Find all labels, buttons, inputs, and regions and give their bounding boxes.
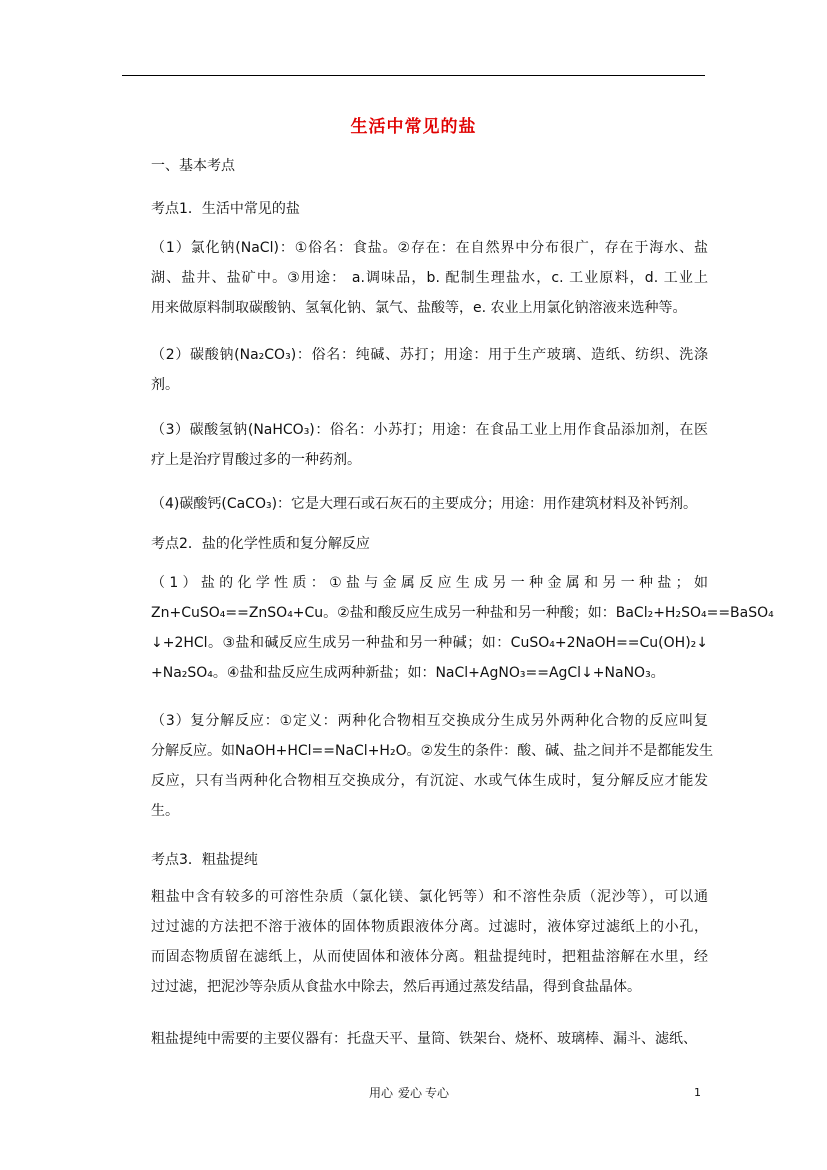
kp1-heading: 考点1．生活中常见的盐 bbox=[151, 201, 300, 217]
text-line: 过过滤，把泥沙等杂质从食盐水中除去，然后再通过蒸发结晶，得到食盐晶体。 bbox=[151, 979, 641, 995]
text-line: 而固态物质留在滤纸上，从而使固体和液体分离。粗盐提纯时，把粗盐溶解在水里，经 bbox=[151, 949, 708, 965]
kp2-heading: 考点2．盐的化学性质和复分解反应 bbox=[151, 536, 370, 552]
text-line: 湖、盐井、盐矿中。③用途： a.调味品，b. 配制生理盐水，c. 工业原料，d. 工业上 bbox=[151, 270, 708, 286]
paragraph-double-decomposition bbox=[151, 706, 714, 826]
footer-left: 用心 bbox=[369, 1086, 394, 1100]
text-line: （1）氯化钠(NaCl)：①俗名：食盐。②存在：在自然界中分布很广，存在于海水、盐 bbox=[151, 240, 708, 256]
footer-right: 专心 bbox=[425, 1086, 450, 1100]
text-line: 粗盐提纯中需要的主要仪器有：托盘天平、量筒、铁架台、烧杯、玻璃棒、漏斗、滤纸、 bbox=[151, 1031, 697, 1047]
document-title: 生活中常见的盐 bbox=[350, 117, 477, 137]
text-line: （3）碳酸氢钠(NaHCO₃)：俗名：小苏打；用途：在食品工业上用作食品添加剂，在医 bbox=[151, 422, 708, 438]
paragraph-salt-properties bbox=[151, 568, 774, 688]
text-line: 反应，只有当两种化合物相互交换成分，有沉淀、水或气体生成时，复分解反应才能发 bbox=[151, 773, 708, 789]
kp3-heading: 考点3．粗盐提纯 bbox=[151, 852, 258, 868]
section-heading: 一、基本考点 bbox=[151, 158, 235, 174]
footer-middle: 爱心 bbox=[398, 1086, 423, 1100]
text-line: 剂。 bbox=[151, 377, 179, 393]
page-number: 1 bbox=[694, 1086, 701, 1099]
text-line: （3）复分解反应：①定义：两种化合物相互交换成分生成另外两种化合物的反应叫复 bbox=[151, 713, 708, 729]
paragraph-instruments bbox=[151, 1024, 708, 1054]
text-line: 生。 bbox=[151, 803, 179, 819]
paragraph-na2co3 bbox=[151, 340, 708, 400]
text-line: 分解反应。如NaOH+HCl==NaCl+H₂O。②发生的条件：酸、碱、盐之间并不是都能发生 bbox=[151, 743, 714, 759]
text-line: +Na₂SO₄。④盐和盐反应生成两种新盐；如：NaCl+AgNO₃==AgCl↓+NaNO₃。 bbox=[151, 665, 665, 681]
text-line: 过过滤的方法把不溶于液体的固体物质跟液体分离。过滤时，液体穿过滤纸上的小孔， bbox=[151, 919, 708, 935]
paragraph-nacl bbox=[151, 233, 708, 323]
paragraph-nahco3 bbox=[151, 415, 708, 475]
text-line: 粗盐中含有较多的可溶性杂质（氯化镁、氯化钙等）和不溶性杂质（泥沙等），可以通 bbox=[151, 889, 708, 905]
text-line: Zn+CuSO₄==ZnSO₄+Cu。②盐和酸反应生成另一种盐和另一种酸；如：BaCl₂+H₂SO₄==BaSO₄ bbox=[151, 605, 774, 621]
text-line: （2）碳酸钠(Na₂CO₃)：俗名：纯碱、苏打；用途：用于生产玻璃、造纸、纺织、洗涤 bbox=[151, 347, 708, 363]
text-line: （1）盐的化学性质：①盐与金属反应生成另一种金属和另一种盐；如 bbox=[151, 575, 708, 591]
text-line: 用来做原料制取碳酸钠、氢氧化钠、氯气、盐酸等，e. 农业上用氯化钠溶液来选种等。 bbox=[151, 300, 687, 316]
text-line: （4)碳酸钙(CaCO₃)：它是大理石或石灰石的主要成分；用途：用作建筑材料及补钙剂。 bbox=[151, 496, 698, 512]
paragraph-caco3 bbox=[151, 489, 708, 519]
header-rule bbox=[122, 75, 705, 76]
text-line: ↓+2HCl。③盐和碱反应生成另一种盐和另一种碱；如：CuSO₄+2NaOH==Cu(OH)₂↓ bbox=[151, 635, 708, 651]
text-line: 疗上是治疗胃酸过多的一种药剂。 bbox=[151, 452, 361, 468]
paragraph-salt-purification bbox=[151, 882, 708, 1002]
